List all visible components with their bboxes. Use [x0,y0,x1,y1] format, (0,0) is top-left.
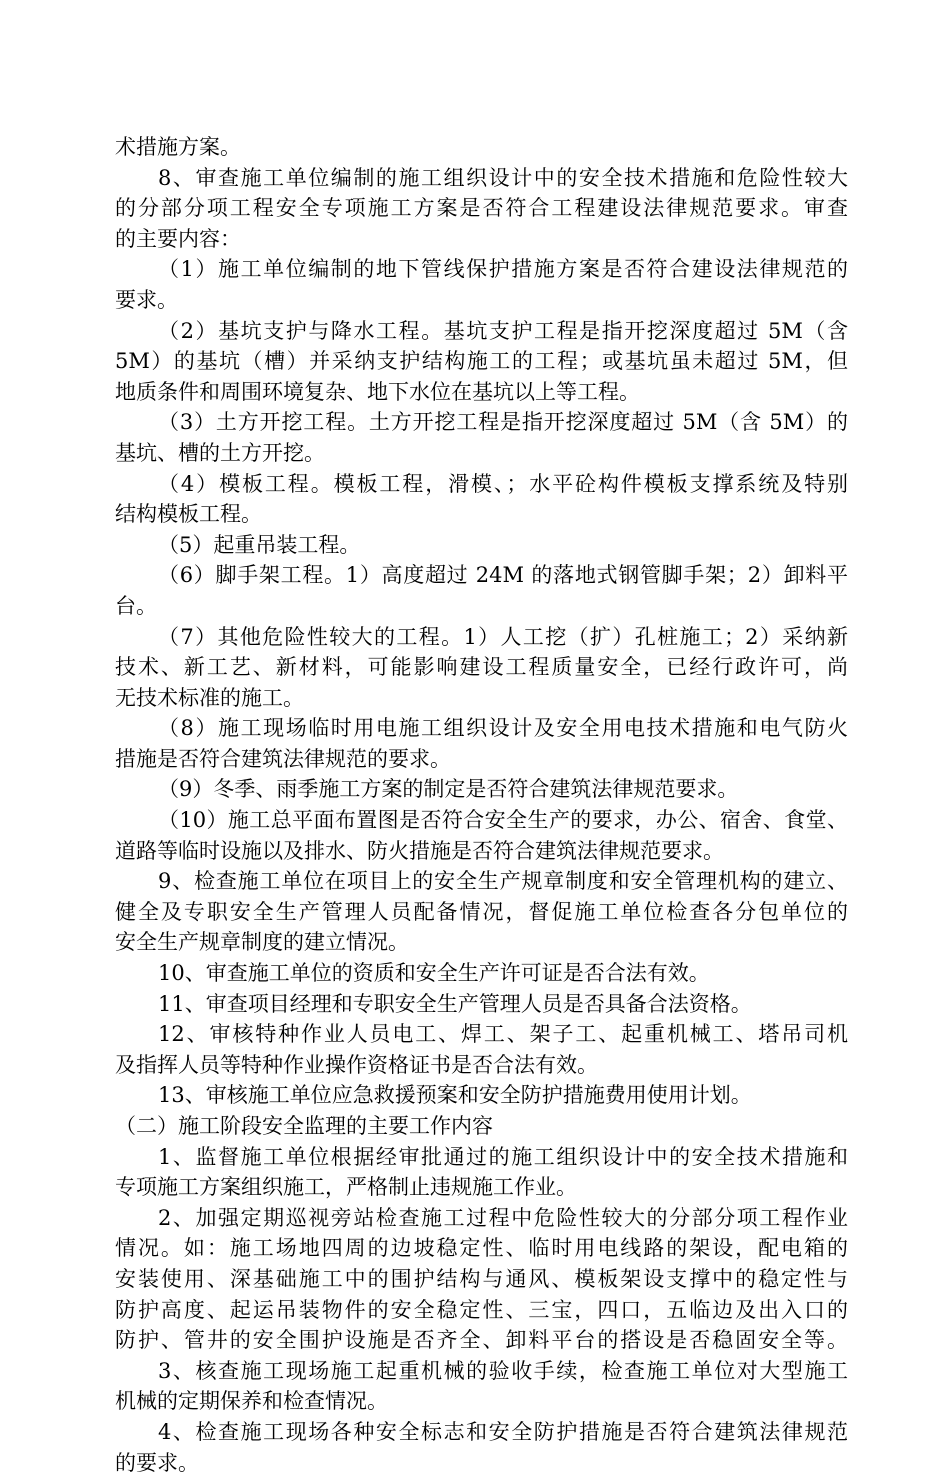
text-line: 要求。 [115,287,178,312]
text-line: 3、核查施工现场施工起重机械的验收手续，检查施工单位对大型施工 [158,1358,848,1383]
text-line: 8、审查施工单位编制的施工组织设计中的安全技术措施和危险性较大 [158,165,848,190]
text-line: 安装使用、深基础施工中的围护结构与通风、模板架设支撑中的稳定性与 [115,1266,848,1291]
text-line: 的主要内容： [115,226,241,251]
text-line: 2、加强定期巡视旁站检查施工过程中危险性较大的分部分项工程作业 [158,1205,848,1230]
text-line: 技术、新工艺、新材料，可能影响建设工程质量安全，已经行政许可，尚 [115,655,848,680]
text-line: 结构模板工程。 [115,502,262,527]
text-line: 台。 [115,593,157,618]
text-line: 道路等临时设施以及排水、防火措施是否符合建筑法律规范要求。 [115,838,724,863]
text-line: （4）模板工程。模板工程，滑模、；水平砼构件模板支撑系统及特别 [158,471,848,496]
document-page [115,132,848,1478]
text-line: 13、审核施工单位应急救援预案和安全防护措施费用使用计划。 [158,1083,752,1108]
text-line: 基坑、槽的土方开挖。 [115,440,325,465]
text-line: （5）起重吊装工程。 [158,532,361,557]
text-line: 4、检查施工现场各种安全标志和安全防护措施是否符合建筑法律规范 [158,1419,848,1444]
text-line: 地质条件和周围环境复杂、地下水位在基坑以上等工程。 [115,379,640,404]
text-line: （8）施工现场临时用电施工组织设计及安全用电技术措施和电气防火 [158,716,848,741]
text-line: （1）施工单位编制的地下管线保护措施方案是否符合建设法律规范的 [158,257,848,282]
text-line: 5M）的基坑（槽）并采纳支护结构施工的工程；或基坑虽未超过 5M，但 [115,349,848,374]
text-line: （9）冬季、雨季施工方案的制定是否符合建筑法律规范要求。 [158,777,739,802]
text-line: 及指挥人员等特种作业操作资格证书是否合法有效。 [115,1052,598,1077]
text-line: 1、监督施工单位根据经审批通过的施工组织设计中的安全技术措施和 [158,1144,848,1169]
text-line: 10、审查施工单位的资质和安全生产许可证是否合法有效。 [158,961,710,986]
text-line: （3）土方开挖工程。土方开挖工程是指开挖深度超过 5M（含 5M）的 [158,410,848,435]
text-line: 安全生产规章制度的建立情况。 [115,930,409,955]
text-line: 术措施方案。 [115,135,241,159]
text-line: 的要求。 [115,1450,199,1475]
text-line: 情况。如：施工场地四周的边坡稳定性、临时用电线路的架设，配电箱的 [115,1236,848,1261]
text-line: （2）基坑支护与降水工程。基坑支护工程是指开挖深度超过 5M（含 [158,318,848,343]
text-line: （二）施工阶段安全监理的主要工作内容 [115,1114,493,1138]
text-line: 专项施工方案组织施工，严格制止违规施工作业。 [115,1175,577,1200]
text-line: 11、审查项目经理和专职安全生产管理人员是否具备合法资格。 [158,991,752,1016]
text-line: 的分部分项工程安全专项施工方案是否符合工程建设法律规范要求。审查 [115,196,848,221]
text-line: 机械的定期保养和检查情况。 [115,1389,388,1414]
text-line: （6）脚手架工程。1）高度超过 24M 的落地式钢管脚手架；2）卸料平 [158,563,848,588]
text-line: 措施是否符合建筑法律规范的要求。 [115,746,451,771]
text-line: 9、检查施工单位在项目上的安全生产规章制度和安全管理机构的建立、 [158,869,848,894]
text-line: （10）施工总平面布置图是否符合安全生产的要求，办公、宿舍、食堂、 [158,808,848,833]
text-line: 防护高度、起运吊装物件的安全稳定性、三宝，四口，五临边及出入口的 [115,1297,848,1322]
text-line: 无技术标准的施工。 [115,685,304,710]
text-line: （7）其他危险性较大的工程。1）人工挖（扩）孔桩施工；2）采纳新 [158,624,848,649]
text-line: 健全及专职安全生产管理人员配备情况，督促施工单位检查各分包单位的 [115,899,848,924]
text-line: 防护、管井的安全围护设施是否齐全、卸料平台的搭设是否稳固安全等。 [115,1328,848,1353]
text-line: 12、审核特种作业人员电工、焊工、架子工、起重机械工、塔吊司机 [158,1022,848,1047]
